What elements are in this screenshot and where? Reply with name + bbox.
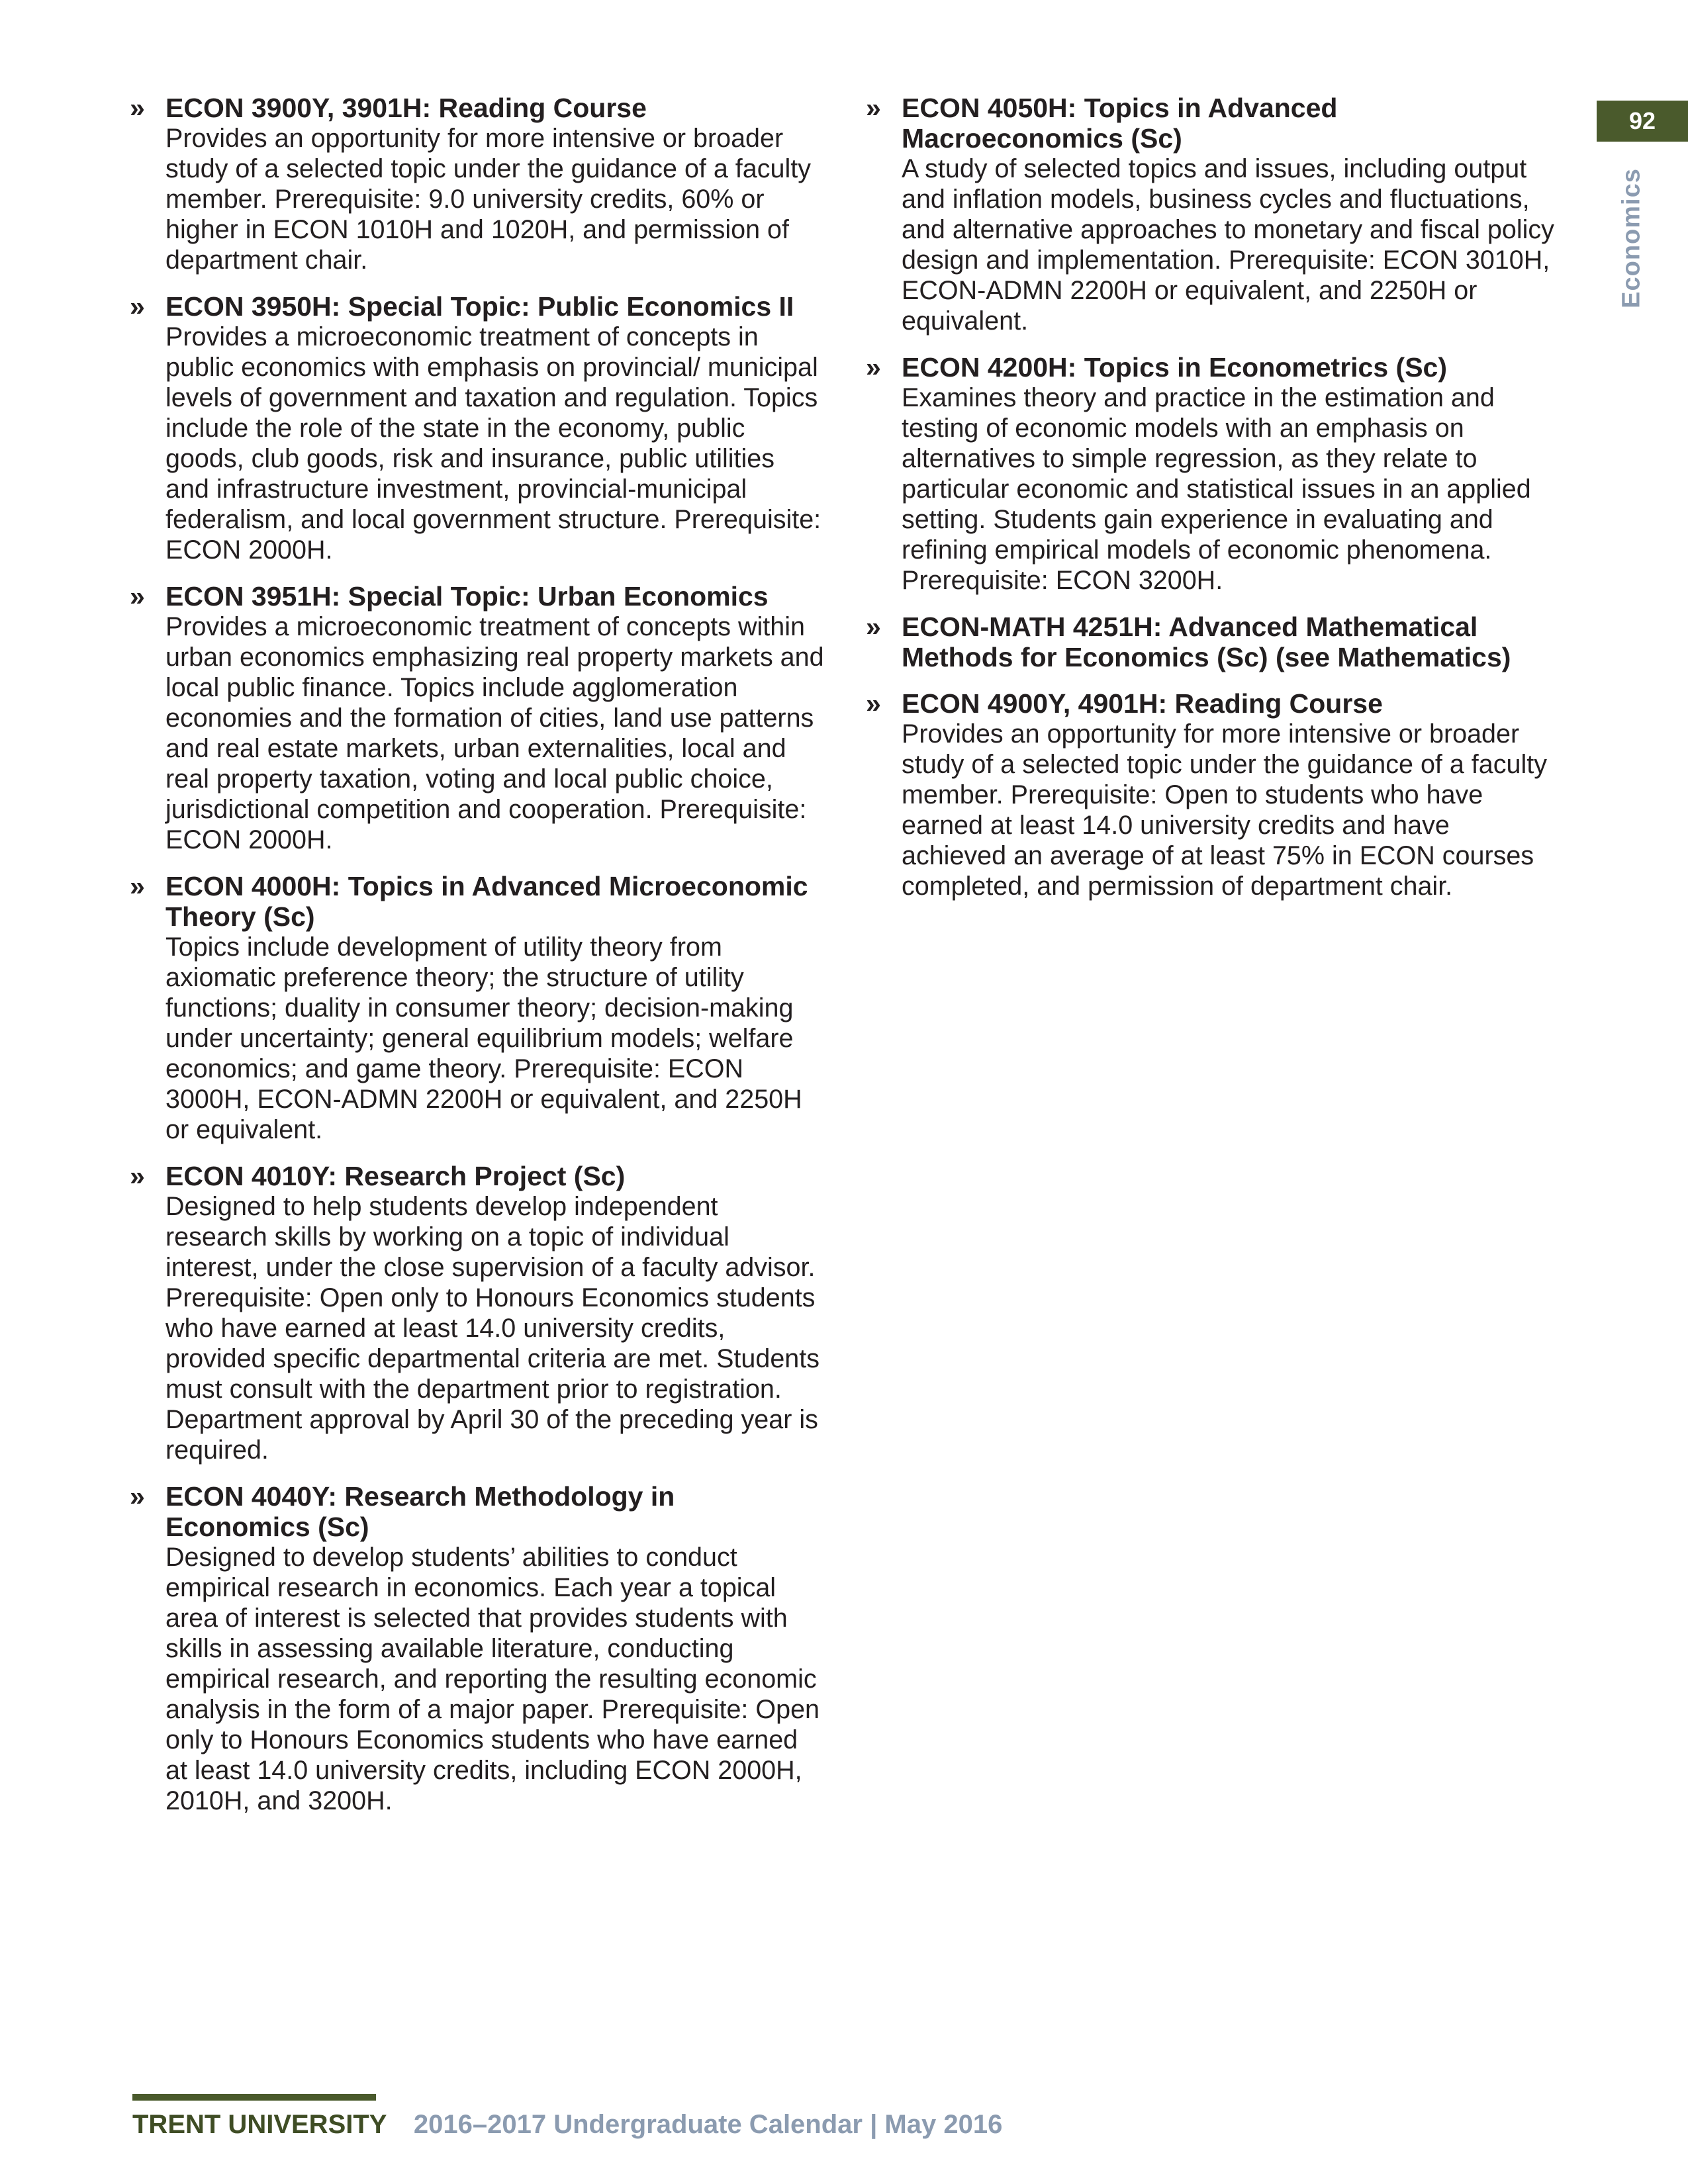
bullet-marker: » [866,93,881,123]
course-description: A study of selected topics and issues, including output and inflation models, business cycles and fluctuations, and alternative approaches to monetary and fiscal policy design and implementation. Prerequisite: ECON 3010H, ECON-ADMN 2200H or equivalent, and 2250H or equivalent. [902,154,1554,336]
course-entry [130,93,825,275]
course-description: Designed to develop students’ abilities to conduct empirical research in economics. Each year a topical area of interest is selected that provides students with skills in assessing available literature, conducting empirical research, and reporting the resulting economic analysis in the form of a major paper. Prerequisite: Open only to Honours Economics students who have earned at least 14.0 university credits, including ECON 2000H, 2010H, and 3200H. [165,1543,820,1815]
bullet-marker: » [130,1161,145,1191]
bullet-marker: » [866,612,881,642]
course-title: ECON 3950H: Special Topic: Public Economics II [165,291,794,322]
course-description: Topics include development of utility theory from axiomatic preference theory; the structure of utility functions; duality in consumer theory; decision-making under uncertainty; general equilibrium models; welfare economics; and game theory. Prerequisite: ECON 3000H, ECON-ADMN 2200H or equivalent, and 2250H or equivalent. [165,933,802,1144]
page-number-tab [1597,101,1688,142]
course-description: Provides a microeconomic treatment of concepts in public economics with emphasis on provincial/ municipal levels of government and taxation and regulation. Topics include the role of the state in the economy, public goods, club goods, risk and insurance, public utilities and infrastructure investment, provincial-municipal federalism, and local government structure. Prerequisite: ECON 2000H. [165,322,821,565]
course-title: ECON 3951H: Special Topic: Urban Economics [165,581,769,612]
course-description: Examines theory and practice in the estimation and testing of economic models with an emphasis on alternatives to simple regression, as they relate to particular economic and statistical issues in an applied setting. Students gain experience in evaluating and refining empirical models of economic phenomena. Prerequisite: ECON 3200H. [902,383,1531,595]
footer [132,2110,1002,2140]
course-title: ECON 4900Y, 4901H: Reading Course [902,688,1383,719]
footer-calendar: 2016–2017 Undergraduate Calendar | May 2016 [413,2110,1003,2139]
course-entry [130,1481,825,1816]
course-title: ECON 4050H: Topics in Advanced Macroeconomics (Sc) [902,93,1338,154]
footer-university: TRENT UNIVERSITY [132,2110,387,2139]
course-description: Provides an opportunity for more intensive or broader study of a selected topic under the guidance of a faculty member. Prerequisite: 9.0 university credits, 60% or higher in ECON 1010H and 1020H, and permission of department chair. [165,124,811,275]
course-entry [866,352,1561,596]
course-title: ECON 4200H: Topics in Econometrics (Sc) [902,352,1448,383]
course-title: ECON 4010Y: Research Project (Sc) [165,1161,626,1191]
right-column [866,93,1561,917]
bullet-marker: » [130,581,145,612]
page-number: 92 [1628,107,1656,134]
bullet-marker: » [866,688,881,719]
bullet-marker: » [866,352,881,383]
course-entry [866,93,1561,336]
footer-rule [132,2094,376,2101]
course-title: ECON 4000H: Topics in Advanced Microeconomic Theory (Sc) [165,871,808,932]
course-entry [130,291,825,565]
course-title: ECON-MATH 4251H: Advanced Mathematical Methods for Economics (Sc) (see Mathematics) [902,612,1511,672]
course-title: ECON 3900Y, 3901H: Reading Course [165,93,647,123]
bullet-marker: » [130,93,145,123]
section-label: Economics [1617,168,1646,308]
left-column [130,93,825,1832]
course-entry [130,1161,825,1465]
course-entry [866,688,1561,901]
course-description: Designed to help students develop independent research skills by working on a topic of individual interest, under the close supervision of a faculty advisor. Prerequisite: Open only to Honours Economics students who have earned at least 14.0 university credits, provided specific departmental criteria are met. Students must consult with the department prior to registration. Department approval by April 30 of the preceding year is required. [165,1192,820,1465]
course-entry [130,871,825,1145]
course-entry [866,612,1561,672]
course-entry [130,581,825,855]
course-title: ECON 4040Y: Research Methodology in Economics (Sc) [165,1481,675,1542]
bullet-marker: » [130,1481,145,1512]
bullet-marker: » [130,871,145,901]
course-description: Provides an opportunity for more intensive or broader study of a selected topic under the guidance of a faculty member. Prerequisite: Open to students who have earned at least 14.0 university credits and have achieved an average of at least 75% in ECON courses completed, and permission of department chair. [902,719,1547,901]
bullet-marker: » [130,291,145,322]
course-description: Provides a microeconomic treatment of concepts within urban economics emphasizing real property markets and local public finance. Topics include agglomeration economies and the formation of cities, land use patterns and real estate markets, urban externalities, local and real property taxation, voting and local public choice, jurisdictional competition and cooperation. Prerequisite: ECON 2000H. [165,612,824,854]
